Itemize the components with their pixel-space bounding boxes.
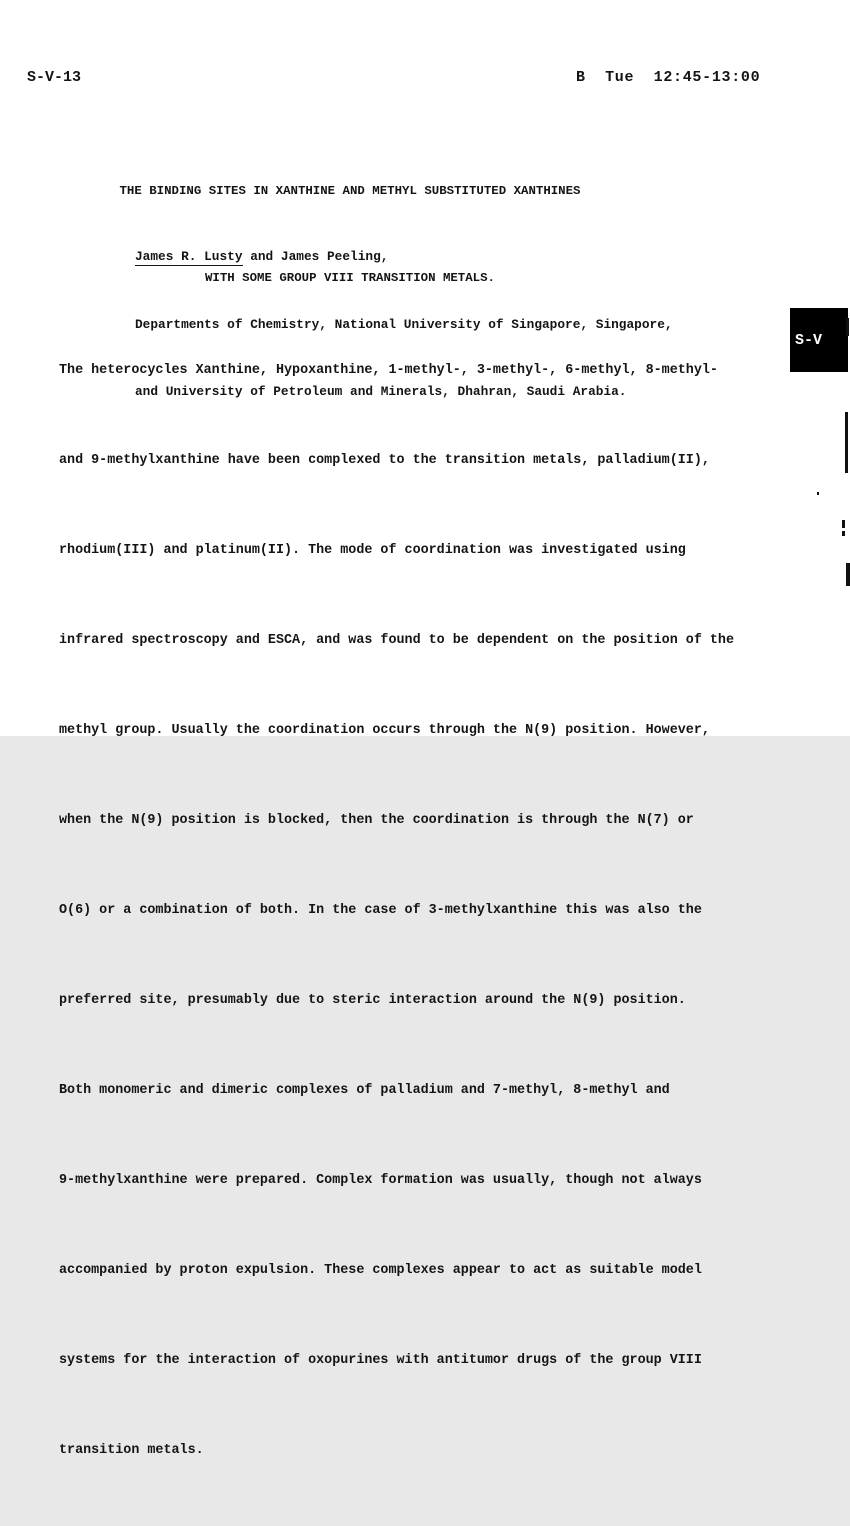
- paper-title-line-2: WITH SOME GROUP VIII TRANSITION METALS.: [205, 271, 495, 285]
- scan-artifact-line: [845, 412, 848, 473]
- abstract-line: transition metals.: [59, 1443, 204, 1458]
- scan-artifact-dash: [842, 531, 845, 536]
- session-schedule: B Tue 12:45-13:00: [576, 69, 761, 86]
- abstract-line: O(6) or a combination of both. In the case of 3-methylxanthine this was also the: [59, 903, 702, 918]
- affiliation-line-2: and University of Petroleum and Minerals, Dhahran, Saudi Arabia.: [135, 384, 627, 399]
- affiliation-line-1: Departments of Chemistry, National University of Singapore, Singapore,: [135, 316, 673, 332]
- scan-artifact-dash: [842, 520, 845, 528]
- abstract-text: [59, 296, 734, 1526]
- session-index-tab-label: S-V: [795, 331, 823, 349]
- scan-artifact-dot: [817, 492, 819, 495]
- abstract-line: 9-methylxanthine were prepared. Complex formation was usually, though not always: [59, 1173, 702, 1188]
- scan-artifact-mark: [846, 318, 849, 336]
- scan-artifact-mark: [846, 563, 850, 586]
- abstract-line: Both monomeric and dimeric complexes of palladium and 7-methyl, 8-methyl and: [59, 1083, 670, 1098]
- author-names: [135, 246, 673, 269]
- coauthor: and James Peeling,: [242, 249, 389, 264]
- abstract-line: methyl group. Usually the coordination occurs through the N(9) position. However,: [59, 723, 710, 738]
- abstract-line: preferred site, presumably due to steric interaction around the N(9) position.: [59, 993, 686, 1008]
- paper-code: S-V-13: [27, 69, 82, 86]
- abstract-line: and 9-methylxanthine have been complexed to the transition metals, palladium(II),: [59, 453, 710, 468]
- abstract-line: rhodium(III) and platinum(II). The mode of coordination was investigated using: [59, 543, 686, 558]
- paper-title-line-1: THE BINDING SITES IN XANTHINE AND METHYL SUBSTITUTED XANTHINES: [119, 184, 581, 198]
- abstract-line: accompanied by proton expulsion. These complexes appear to act as suitable model: [59, 1263, 702, 1278]
- abstract-line: infrared spectroscopy and ESCA, and was found to be dependent on the position of the: [59, 633, 734, 648]
- abstract-line: systems for the interaction of oxopurines with antitumor drugs of the group VIII: [59, 1353, 702, 1368]
- abstract-line: The heterocycles Xanthine, Hypoxanthine, 1-methyl-, 3-methyl-, 6-methyl, 8-methyl-: [59, 363, 718, 378]
- presenting-author: James R. Lusty: [135, 249, 243, 264]
- abstract-line: when the N(9) position is blocked, then the coordination is through the N(7) or: [59, 813, 694, 828]
- session-index-tab: [790, 308, 848, 372]
